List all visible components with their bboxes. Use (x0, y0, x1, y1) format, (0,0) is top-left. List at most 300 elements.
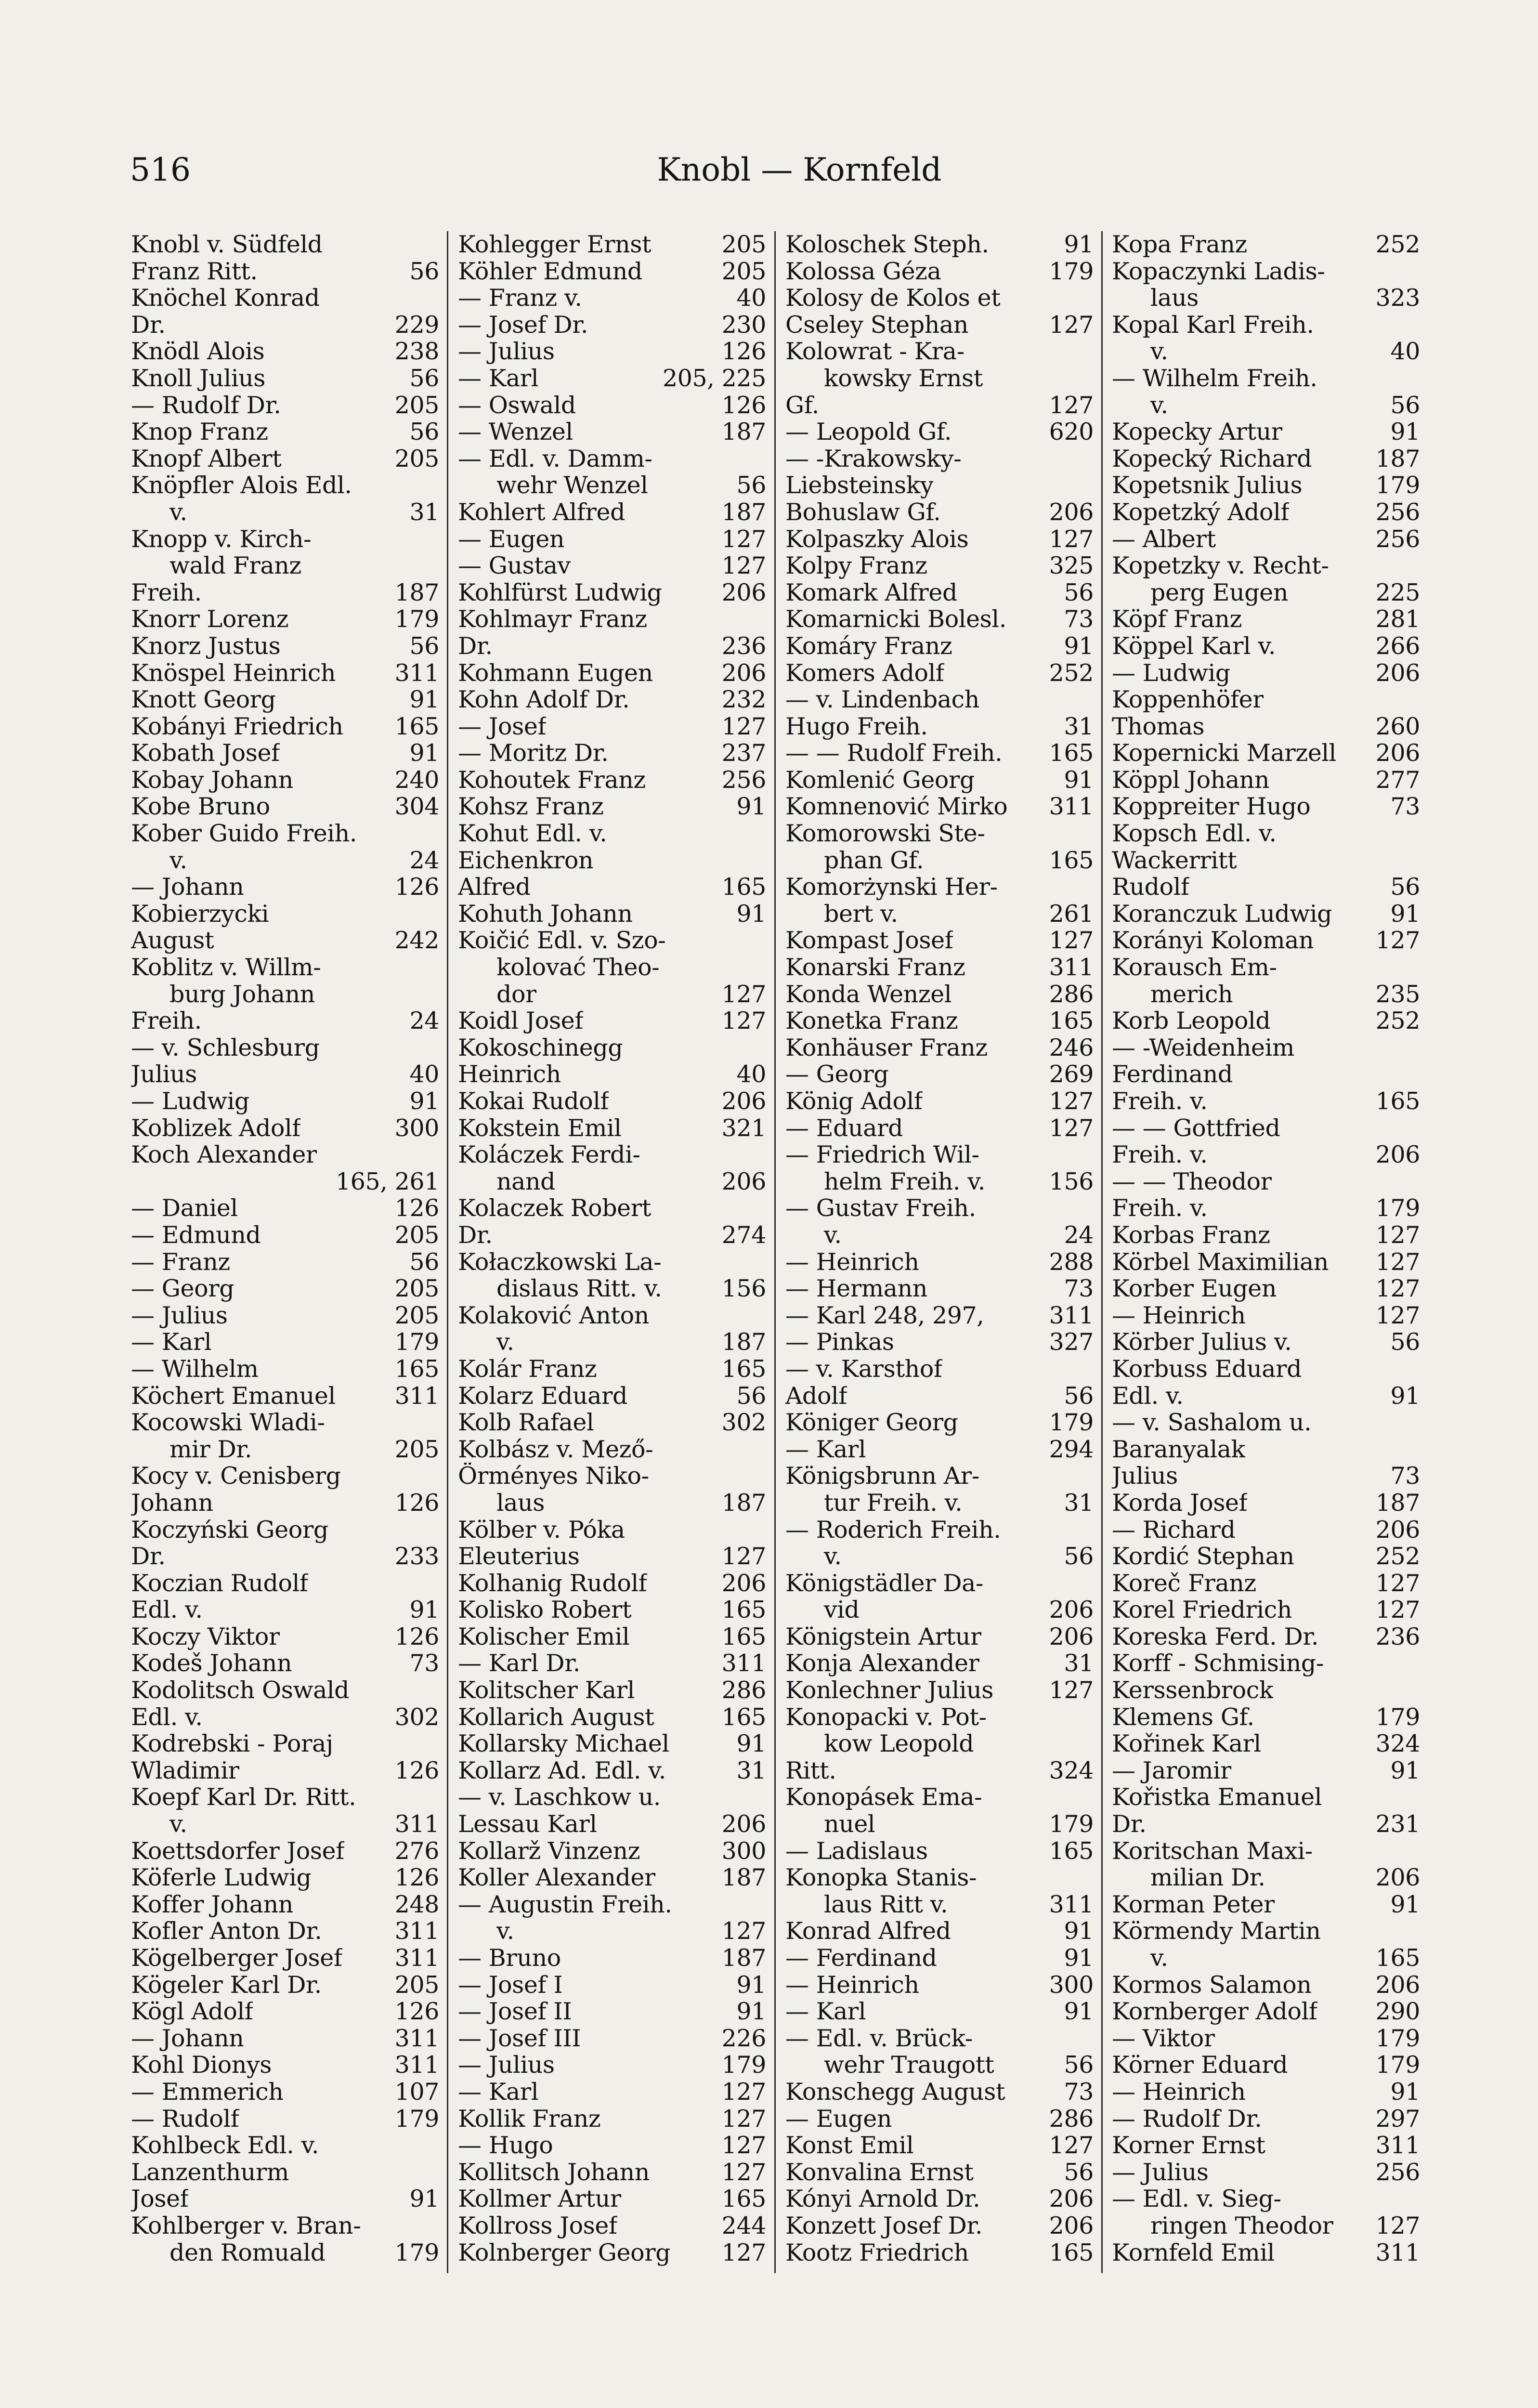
index-entry-line (1112, 258, 1420, 285)
entry-page-ref: 187 (1375, 1489, 1420, 1517)
entry-name: v. (1150, 338, 1168, 365)
index-entry-line (1112, 686, 1420, 713)
index-entry-line (458, 633, 766, 660)
index-entry-line (1112, 1704, 1420, 1731)
entry-name: Kołaczkowski La- (458, 1248, 662, 1276)
entry-page-ref: 56 (1064, 578, 1094, 606)
index-entry-line (1112, 1784, 1420, 1811)
entry-name: Freih. (131, 1008, 202, 1034)
index-entry-line (1112, 338, 1420, 365)
entry-name: Köferle Ludwig (131, 1864, 312, 1891)
index-entry-line (785, 1195, 1094, 1222)
entry-name: Komers Adolf (785, 659, 944, 687)
index-entry-line (458, 1757, 766, 1784)
entry-name: Koblitz v. Willm- (131, 954, 321, 981)
entry-name: Koláczek Ferdi- (458, 1141, 640, 1168)
index-column-1 (131, 231, 439, 2266)
entry-page-ref: 127 (721, 2238, 766, 2266)
entry-name: Königstein Artur (785, 1623, 982, 1650)
index-entry-line (131, 1864, 439, 1891)
entry-page-ref: 40 (736, 284, 766, 312)
entry-name: Konopacki v. Pot- (785, 1703, 987, 1731)
entry-page-ref: 269 (1049, 1060, 1094, 1088)
entry-name: mir Dr. (169, 1436, 252, 1463)
entry-name: — Josef III (458, 2025, 581, 2052)
index-entry-line (131, 2239, 439, 2266)
entry-name: Kolitscher Karl (458, 1677, 635, 1704)
entry-name: v. (1150, 392, 1168, 419)
index-entry-line (458, 338, 766, 365)
index-entry-line (458, 1918, 766, 1945)
entry-name: Koranczuk Ludwig (1112, 900, 1332, 928)
index-entry-line (131, 1945, 439, 1972)
entry-name: vid (824, 1597, 860, 1623)
entry-name: den Romuald (169, 2239, 326, 2266)
entry-name: Kögeler Karl Dr. (131, 1971, 322, 1999)
entry-name: Kobe Bruno (131, 793, 270, 821)
index-entry-line (458, 713, 766, 740)
entry-name: Kopetsnik Julius (1112, 472, 1303, 499)
entry-page-ref: 56 (736, 1382, 766, 1410)
entry-name: Korff - Schmising- (1112, 1650, 1324, 1677)
entry-name: Kolhanig Rudolf (458, 1570, 647, 1597)
entry-name: Baranyalak (1112, 1436, 1245, 1463)
entry-name: Kopetzky v. Recht- (1112, 552, 1329, 579)
index-entry-line (131, 901, 439, 928)
index-entry-line (1112, 606, 1420, 633)
index-entry-line (1112, 1436, 1420, 1463)
entry-page-ref: 107 (394, 2078, 439, 2106)
entry-page-ref: 187 (721, 1328, 766, 1356)
index-entry-line (131, 2052, 439, 2079)
index-entry-line (785, 1757, 1094, 1784)
index-entry-line (1112, 499, 1420, 526)
index-entry-line (458, 1811, 766, 1838)
entry-page-ref: 311 (1049, 793, 1094, 821)
entry-page-ref: 127 (1049, 525, 1094, 553)
index-entry-line (131, 1008, 439, 1034)
index-entry-line (785, 472, 1094, 499)
entry-page-ref: 56 (409, 418, 439, 446)
entry-page-ref: 206 (1375, 1141, 1420, 1169)
entry-name: Franz Ritt. (131, 258, 258, 285)
index-entry-line (1112, 1998, 1420, 2025)
entry-name: — Hermann (785, 1275, 927, 1302)
entry-name: — v. Laschkow u. (458, 1784, 661, 1811)
entry-page-ref: 187 (721, 1489, 766, 1517)
entry-name: Kolossa Géza (785, 258, 941, 285)
index-entry-line (1112, 2159, 1420, 2186)
index-entry-line (458, 2052, 766, 2079)
index-entry-line (785, 1409, 1094, 1436)
entry-name: Kolarz Eduard (458, 1382, 627, 1410)
index-entry-line (458, 2159, 766, 2186)
entry-page-ref: 187 (721, 1944, 766, 1972)
entry-name: Koppenhöfer (1112, 686, 1264, 713)
index-entry-line (1112, 1570, 1420, 1597)
entry-page-ref: 127 (1049, 1114, 1094, 1142)
entry-page-ref: 205 (394, 445, 439, 472)
entry-page-ref: 281 (1375, 605, 1420, 633)
index-entry-line (785, 660, 1094, 687)
index-entry-line (131, 1383, 439, 1410)
index-entry-line (458, 1730, 766, 1757)
index-entry-line (458, 1249, 766, 1276)
entry-page-ref: 205 (394, 1275, 439, 1303)
entry-name: Kocy v. Cenisberg (131, 1463, 341, 1490)
entry-page-ref: 127 (1049, 2132, 1094, 2159)
index-entry-line (131, 2106, 439, 2133)
entry-page-ref: 73 (1390, 1462, 1420, 1490)
index-entry-line (785, 1998, 1094, 2025)
entry-name: — Edmund (131, 1221, 261, 1249)
entry-page-ref: 311 (394, 659, 439, 687)
entry-page-ref: 165 (721, 1623, 766, 1650)
entry-name: Kordić Stephan (1112, 1543, 1294, 1570)
entry-name: laus (1150, 285, 1199, 312)
entry-page-ref: 179 (394, 605, 439, 633)
entry-page-ref: 126 (394, 1489, 439, 1517)
entry-name: nuel (824, 1811, 875, 1838)
entry-page-ref: 165 (394, 712, 439, 740)
entry-page-ref: 126 (394, 1998, 439, 2026)
entry-name: — Rudolf Dr. (131, 392, 281, 419)
entry-page-ref: 91 (1064, 1998, 1094, 2026)
index-entry-line (131, 1998, 439, 2025)
entry-name: Komlenić Georg (785, 766, 975, 794)
entry-name: — Jaromir (1112, 1757, 1232, 1784)
entry-page-ref: 179 (1049, 1409, 1094, 1437)
index-entry-line (458, 365, 766, 392)
entry-name: nand (496, 1168, 556, 1195)
entry-page-ref: 206 (1049, 498, 1094, 526)
index-entry-line (1112, 740, 1420, 767)
entry-name: Koch Alexander (131, 1141, 317, 1168)
entry-name: Freih. v. (1112, 1141, 1208, 1168)
entry-name: Kompast Josef (785, 927, 953, 955)
index-entry-line (1112, 1945, 1420, 1972)
index-entry-line (131, 472, 439, 499)
index-entry-line (131, 1623, 439, 1650)
entry-page-ref: 252 (1375, 1007, 1420, 1035)
index-entry-line (131, 1677, 439, 1704)
entry-page-ref: 206 (1375, 1516, 1420, 1544)
index-entry-line (458, 1168, 766, 1195)
entry-name: Kořinek Karl (1112, 1730, 1261, 1757)
entry-name: milian Dr. (1150, 1864, 1265, 1891)
entry-name: Lanzenthurm (131, 2159, 289, 2186)
index-entry-line (458, 472, 766, 499)
entry-name: Köppl Johann (1112, 766, 1270, 794)
entry-name: Knödl Alois (131, 338, 265, 365)
index-entry-line (131, 1249, 439, 1276)
entry-name: Wackerritt (1112, 847, 1237, 874)
entry-name: Edl. v. (1112, 1382, 1184, 1410)
entry-name: wald Franz (169, 552, 301, 579)
index-entry-line (1112, 419, 1420, 445)
entry-name: Kolb Rafael (458, 1409, 594, 1436)
entry-name: ringen Theodor (1150, 2212, 1333, 2239)
entry-page-ref: 156 (721, 1275, 766, 1303)
index-entry-line (458, 901, 766, 928)
entry-page-ref: 165 (721, 1703, 766, 1731)
entry-name: Koloschek Steph. (785, 231, 989, 258)
index-entry-line (131, 1141, 439, 1168)
entry-name: — Richard (1112, 1516, 1236, 1544)
index-entry-line (131, 552, 439, 579)
index-entry-line (131, 1275, 439, 1302)
entry-name: Kollross Josef (458, 2212, 617, 2239)
entry-name: Cseley Stephan (785, 311, 968, 339)
index-entry-line (458, 1356, 766, 1383)
entry-page-ref: 127 (721, 1917, 766, 1945)
index-entry-line (785, 767, 1094, 794)
entry-page-ref: 256 (1375, 498, 1420, 526)
entry-name: — Georg (785, 1061, 889, 1088)
entry-name: Köpf Franz (1112, 606, 1242, 633)
entry-name: Kornberger Adolf (1112, 1998, 1317, 2025)
entry-name: — v. Lindenbach (785, 686, 979, 713)
index-entry-line (785, 312, 1094, 339)
entry-name: — Hugo (458, 2132, 553, 2159)
entry-name: helm Freih. v. (824, 1168, 985, 1195)
entry-name: — Edl. v. Brück- (785, 2025, 973, 2052)
index-entry-line (131, 1168, 439, 1195)
entry-page-ref: 91 (409, 2185, 439, 2213)
entry-page-ref: 233 (394, 1543, 439, 1570)
index-entry-line (458, 579, 766, 606)
index-entry-line (785, 1811, 1094, 1838)
entry-page-ref: 165 (1049, 846, 1094, 874)
entry-name: Koffer Johann (131, 1891, 293, 1918)
entry-name: — Wilhelm (131, 1355, 259, 1383)
entry-page-ref: 91 (1064, 1944, 1094, 1972)
index-entry-line (1112, 1918, 1420, 1945)
entry-name: — Karl (785, 1998, 866, 2025)
index-entry-line (458, 740, 766, 767)
index-entry-line (131, 1436, 439, 1463)
index-entry-line (458, 606, 766, 633)
entry-name: Konetka Franz (785, 1008, 958, 1034)
index-entry-line (1112, 579, 1420, 606)
entry-name: Ferdinand (1112, 1061, 1233, 1088)
index-entry-line (458, 1329, 766, 1356)
index-entry-line (1112, 1061, 1420, 1088)
index-entry-line (785, 847, 1094, 874)
entry-page-ref: 206 (721, 578, 766, 606)
entry-page-ref: 56 (1390, 873, 1420, 901)
entry-name: v. (169, 847, 187, 874)
index-entry-line (131, 2132, 439, 2159)
entry-page-ref: 40 (1390, 338, 1420, 366)
entry-page-ref: 179 (394, 1328, 439, 1356)
index-entry-line (785, 2212, 1094, 2239)
entry-name: Koritschan Maxi- (1112, 1837, 1313, 1865)
entry-name: — Ludwig (131, 1088, 249, 1115)
entry-page-ref: 56 (1064, 1543, 1094, 1570)
entry-page-ref: 165 (721, 1596, 766, 1624)
entry-name: Körber Julius v. (1112, 1329, 1292, 1356)
index-entry-line (785, 499, 1094, 526)
entry-name: Konschegg August (785, 2078, 1005, 2106)
index-entry-line (785, 1517, 1094, 1544)
entry-name: Kolnberger Georg (458, 2239, 671, 2266)
entry-page-ref: 187 (721, 498, 766, 526)
index-entry-line (785, 526, 1094, 553)
entry-page-ref: 127 (1375, 1569, 1420, 1597)
index-entry-line (785, 445, 1094, 472)
entry-name: — Johann (131, 874, 244, 901)
index-entry-line (458, 874, 766, 901)
index-entry-line (458, 847, 766, 874)
entry-name: v. (824, 1543, 842, 1570)
entry-page-ref: 165 (721, 873, 766, 901)
index-entry-line (785, 392, 1094, 419)
entry-name: Dr. (131, 1543, 166, 1570)
entry-name: Kohlegger Ernst (458, 231, 652, 258)
entry-page-ref: 206 (1049, 1623, 1094, 1650)
index-entry-line (131, 713, 439, 740)
entry-name: Bohuslaw Gf. (785, 498, 941, 526)
entry-name: Kohlbeck Edl. v. (131, 2132, 319, 2159)
index-entry-line (1112, 1356, 1420, 1383)
index-entry-line (458, 1383, 766, 1410)
index-entry-line (458, 1436, 766, 1463)
entry-page-ref: 206 (721, 1569, 766, 1597)
entry-page-ref: 127 (1375, 2212, 1420, 2239)
index-entry-line (785, 1275, 1094, 1302)
entry-page-ref: 165 (1049, 1007, 1094, 1035)
entry-page-ref: 286 (721, 1676, 766, 1704)
entry-page-ref: 311 (394, 2024, 439, 2052)
index-entry-line (785, 1222, 1094, 1249)
entry-page-ref: 91 (1064, 1917, 1094, 1945)
index-entry-line (458, 1972, 766, 1999)
entry-page-ref: 205 (394, 1221, 439, 1249)
index-entry-line (131, 1302, 439, 1329)
index-entry-line (131, 1034, 439, 1061)
index-entry-line (458, 820, 766, 847)
index-entry-line (131, 1757, 439, 1784)
entry-name: — Franz v. (458, 285, 582, 312)
entry-page-ref: 311 (1049, 954, 1094, 982)
entry-name: Kobierzycki (131, 900, 269, 928)
entry-page-ref: 165 (1049, 739, 1094, 767)
index-entry-line (458, 1088, 766, 1115)
index-entry-line (131, 981, 439, 1008)
entry-page-ref: 127 (721, 2132, 766, 2159)
index-entry-line (1112, 767, 1420, 794)
index-entry-line (131, 1918, 439, 1945)
entry-page-ref: 205 (394, 1301, 439, 1329)
index-entry-line (785, 1356, 1094, 1383)
index-entry-line (131, 1490, 439, 1517)
index-entry-line (458, 767, 766, 794)
index-entry-line (1112, 1008, 1420, 1034)
entry-page-ref: 126 (394, 1864, 439, 1892)
entry-name: Kobay Johann (131, 766, 293, 794)
index-entry-line (785, 633, 1094, 660)
index-entry-line (458, 981, 766, 1008)
index-entry-line (1112, 1302, 1420, 1329)
entry-page-ref: 236 (721, 632, 766, 660)
entry-page-ref: 24 (409, 1007, 439, 1035)
index-entry-line (785, 901, 1094, 928)
index-entry-line (458, 1409, 766, 1436)
entry-name: König Adolf (785, 1088, 923, 1115)
index-entry-line (1112, 1650, 1420, 1677)
column-divider (447, 231, 448, 2273)
entry-name: Kopa Franz (1112, 231, 1247, 258)
entry-page-ref: 165 (721, 2185, 766, 2213)
index-entry-line (785, 793, 1094, 820)
entry-name: — -Weidenheim (1112, 1034, 1294, 1061)
index-entry-line (458, 1115, 766, 1142)
index-entry-line (131, 1463, 439, 1490)
index-entry-line (131, 793, 439, 820)
entry-name: — -Krakowsky- (785, 445, 962, 472)
entry-name: Kollarz Ad. Edl. v. (458, 1757, 666, 1784)
index-entry-line (785, 1141, 1094, 1168)
index-entry-line (458, 1517, 766, 1544)
entry-page-ref: 256 (721, 766, 766, 794)
index-entry-line (785, 365, 1094, 392)
entry-page-ref: 56 (736, 471, 766, 499)
entry-name: Konvalina Ernst (785, 2159, 974, 2186)
entry-name: — v. Sashalom u. (1112, 1409, 1312, 1436)
entry-name: Thomas (1112, 713, 1205, 740)
entry-page-ref: 294 (1049, 1435, 1094, 1463)
entry-name: — — Theodor (1112, 1168, 1272, 1195)
entry-page-ref: 56 (409, 364, 439, 392)
index-entry-line (1112, 285, 1420, 312)
entry-page-ref: 127 (721, 712, 766, 740)
index-entry-line (458, 1650, 766, 1677)
entry-page-ref: 206 (1049, 1596, 1094, 1624)
index-entry-line (1112, 2025, 1420, 2052)
entry-page-ref: 288 (1049, 1248, 1094, 1276)
index-entry-line (785, 686, 1094, 713)
index-entry-line (785, 606, 1094, 633)
index-entry-line (1112, 1115, 1420, 1142)
entry-name: — Albert (1112, 525, 1216, 553)
entry-name: Kohoutek Franz (458, 766, 646, 794)
index-column-4 (1112, 231, 1420, 2266)
entry-page-ref: 24 (1064, 1221, 1094, 1249)
index-entry-line (458, 1061, 766, 1088)
index-entry-line (785, 1543, 1094, 1570)
entry-page-ref: 73 (1064, 1275, 1094, 1303)
index-entry-line (1112, 1141, 1420, 1168)
entry-name: Köchert Emanuel (131, 1382, 336, 1410)
entry-page-ref: 126 (394, 1623, 439, 1650)
index-entry-line (785, 1383, 1094, 1410)
index-entry-line (131, 927, 439, 954)
entry-page-ref: 206 (721, 1810, 766, 1838)
entry-name: Knöspel Heinrich (131, 659, 336, 687)
entry-page-ref: 232 (721, 686, 766, 714)
index-entry-line (785, 713, 1094, 740)
entry-name: Freih. (131, 579, 202, 606)
entry-page-ref: 91 (409, 1087, 439, 1115)
entry-page-ref: 242 (394, 927, 439, 955)
entry-name: Kodrebski - Poraj (131, 1730, 333, 1757)
entry-page-ref: 91 (1390, 1890, 1420, 1918)
entry-page-ref: 179 (1375, 1703, 1420, 1731)
entry-name: Komark Alfred (785, 579, 957, 606)
entry-name: — — Gottfried (1112, 1114, 1280, 1142)
entry-name: Koidl Josef (458, 1008, 584, 1034)
